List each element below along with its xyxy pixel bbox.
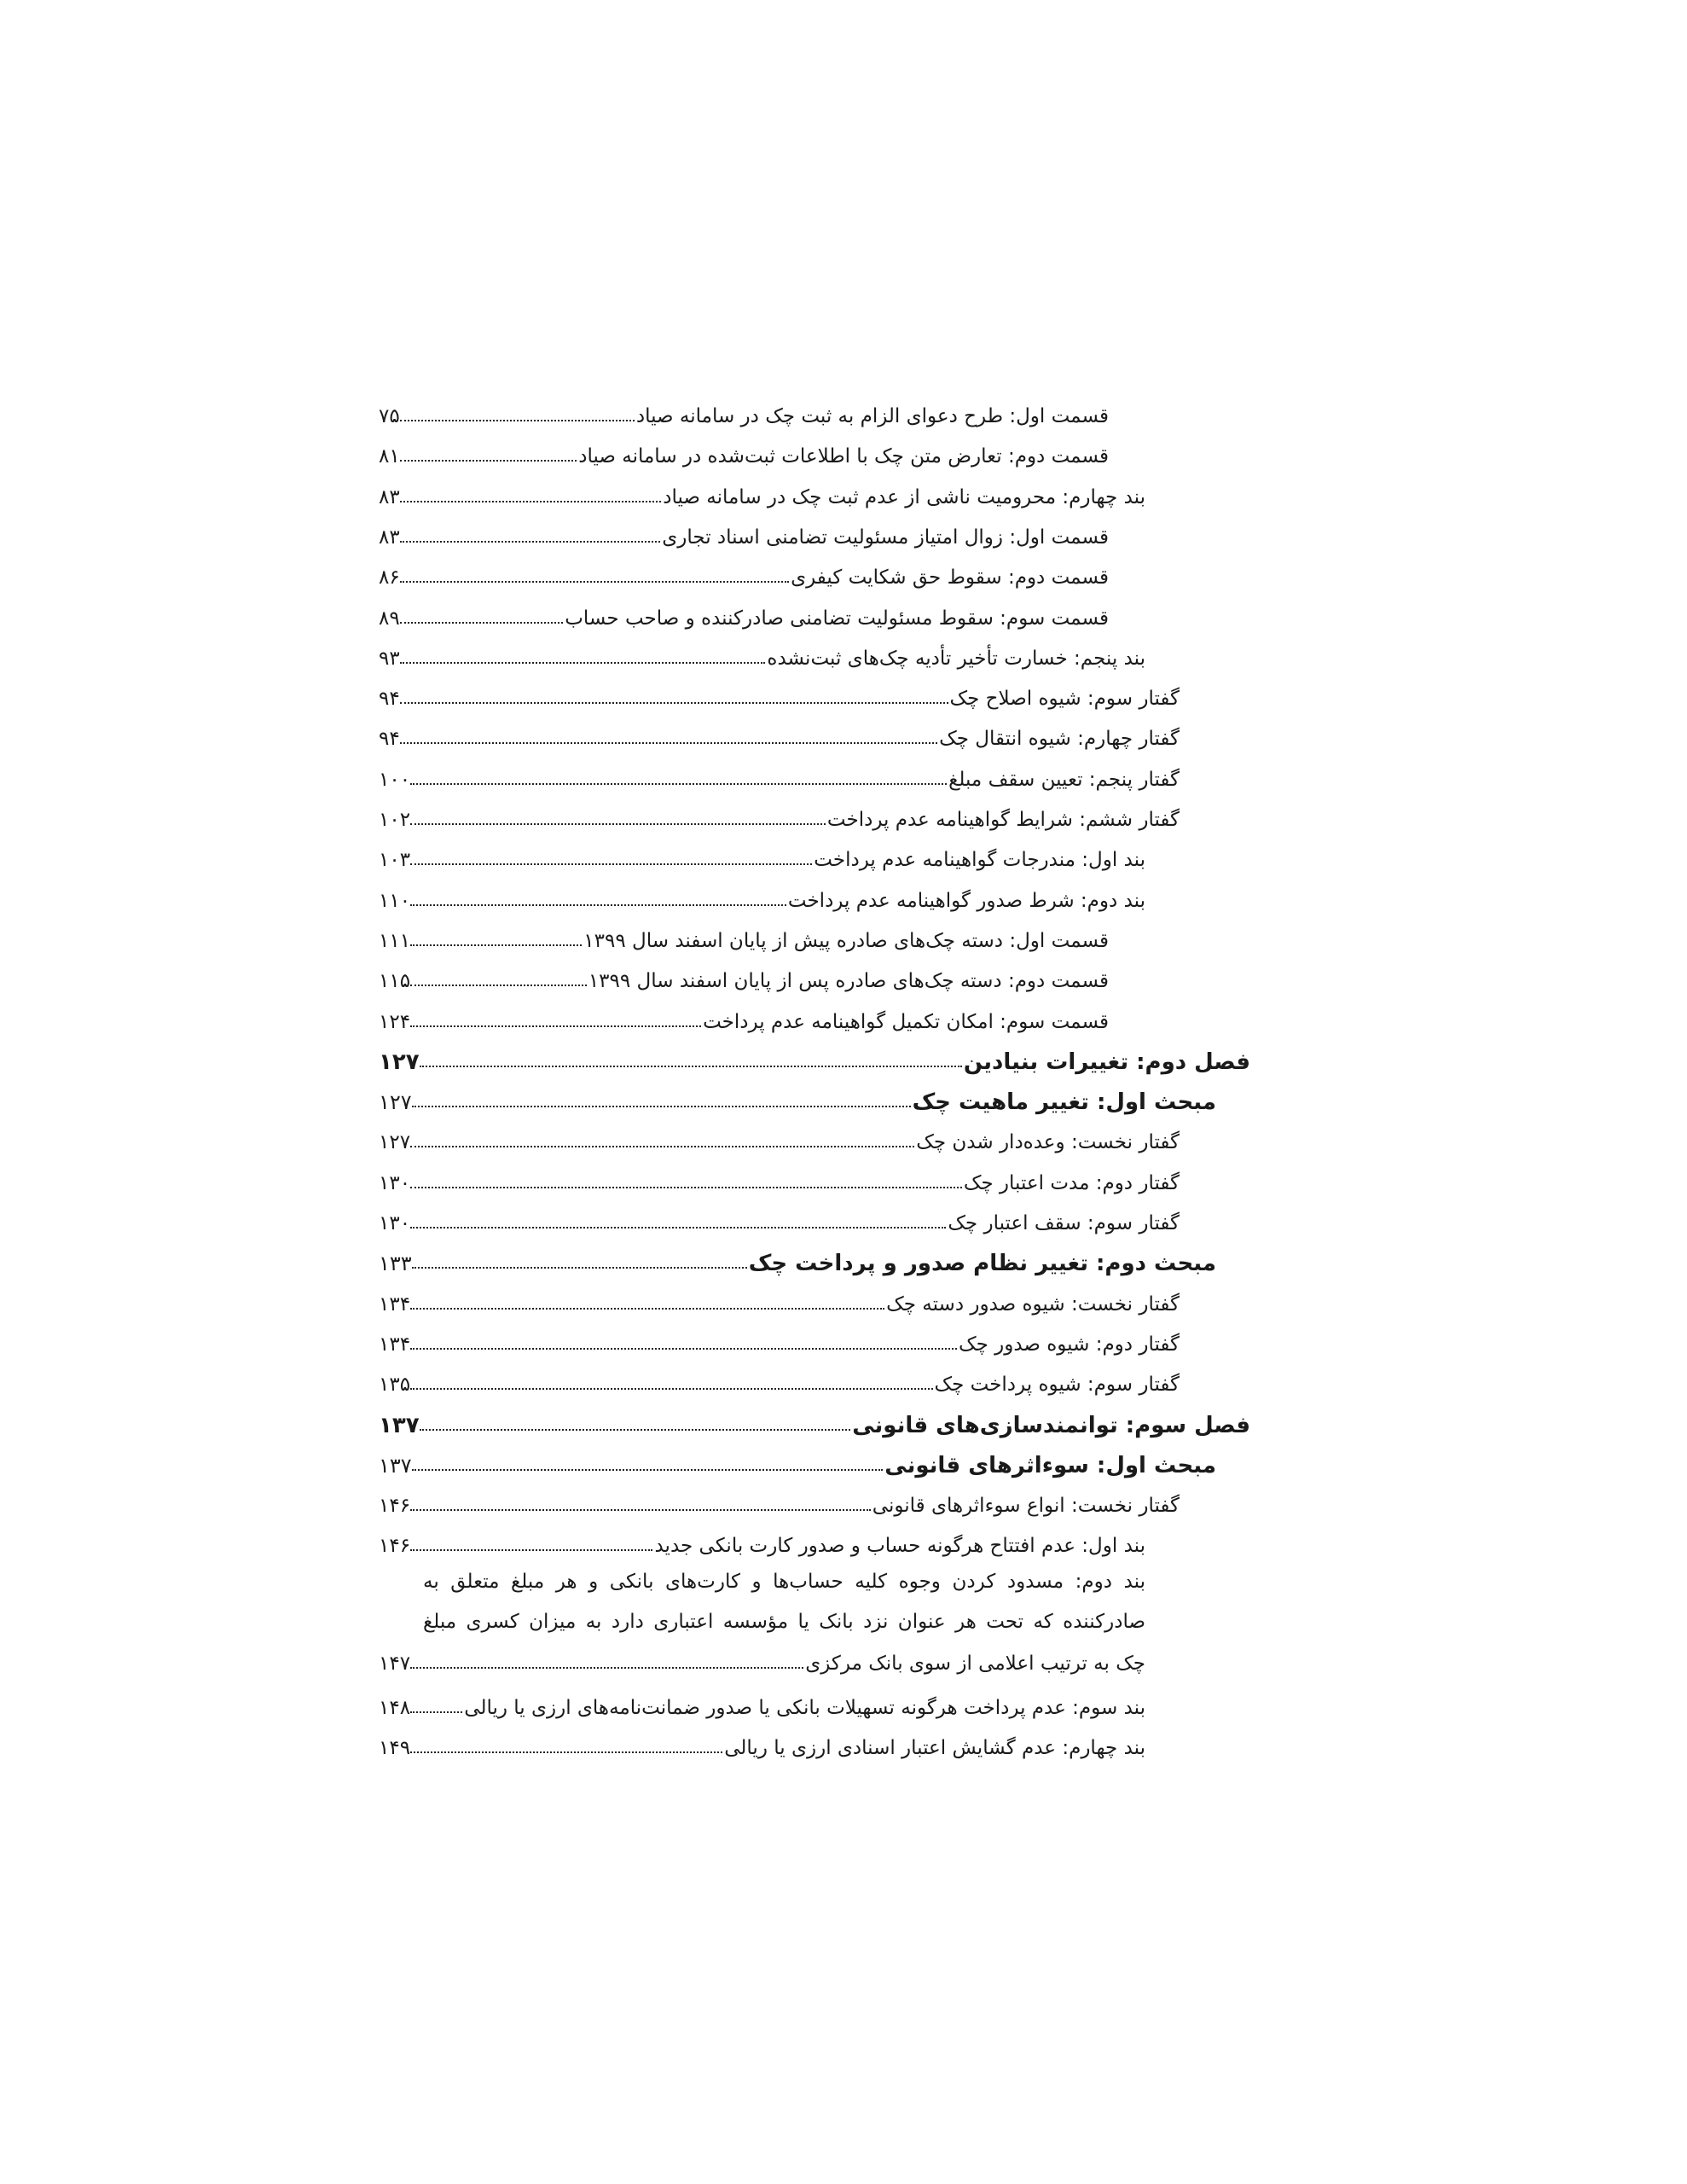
toc-page-number: ۹۴ [379, 688, 400, 711]
toc-leader-dots [410, 1388, 932, 1390]
toc-entry-title: فصل دوم: تغییرات بنیادین [963, 1048, 1250, 1075]
toc-entry [379, 509, 1109, 550]
toc-entry [379, 1680, 1145, 1721]
toc-entry [379, 1356, 1180, 1397]
toc-leader-dots [400, 662, 766, 664]
toc-page-number: ۸۳ [379, 526, 400, 549]
toc-page-number: ۱۳۵ [379, 1374, 411, 1397]
toc-page-number: ۱۳۴ [379, 1292, 411, 1316]
toc-leader-dots [412, 1267, 747, 1269]
toc-entry [379, 953, 1109, 994]
toc-entry [379, 630, 1145, 671]
toc-leader-dots [400, 541, 661, 543]
toc-entry [379, 1316, 1180, 1357]
toc-leader-dots [400, 460, 577, 462]
toc-page-number: ۱۲۴ [379, 1010, 411, 1033]
toc-entry-title: بند چهارم: محرومیت ناشی از عدم ثبت چک در سامانه صیاد [663, 485, 1145, 508]
toc-page-number: ۱۱۱ [379, 929, 411, 952]
toc-section [379, 1074, 1216, 1115]
toc-page-number: ۱۰۲ [379, 809, 411, 831]
toc-entry-title: گفتار نخست: شیوه صدور دسته چک [886, 1292, 1180, 1316]
toc-leader-dots [410, 1549, 652, 1551]
toc-entry [379, 590, 1109, 631]
toc-entry [379, 1114, 1180, 1155]
toc-entry-title: گفتار دوم: شیوه صدور چک [959, 1333, 1180, 1356]
toc-leader-dots [400, 622, 564, 624]
toc-entry-title: گفتار نخست: انواع سوءاثرهای قانونی [872, 1495, 1180, 1518]
toc-entry-title: بند دوم: شرط صدور گواهینامه عدم پرداخت [787, 889, 1145, 912]
toc-entry-title: گفتار ششم: شرایط گواهینامه عدم پرداخت [826, 809, 1180, 831]
toc-entry-title: قسمت دوم: تعارض متن چک با اطلاعات ثبت‌شده در سامانه صیاد [578, 445, 1109, 468]
toc-entry-title: قسمت اول: طرح دعوای الزام به ثبت چک در سامانه صیاد [635, 405, 1109, 427]
toc-entry-title: بند پنجم: خسارت تأخیر تأدیه چک‌های ثبت‌نشده [767, 647, 1145, 670]
toc-entry-title: گفتار نخست: وعده‌دار شدن چک [916, 1131, 1180, 1154]
toc-page-number: ۱۲۷ [379, 1090, 412, 1115]
toc-leader-dots [410, 823, 826, 825]
toc-entry-title: مبحث دوم: تغییر نظام صدور و پرداخت چک [748, 1251, 1216, 1277]
toc-page-number: ۸۹ [379, 607, 400, 630]
toc-entry-title: گفتار دوم: مدت اعتبار چک [963, 1171, 1180, 1194]
toc-page-number: ۱۱۰ [379, 889, 411, 912]
toc-leader-dots [410, 944, 582, 946]
toc-entry-title: قسمت دوم: دسته چک‌های صادره پس از پایان اسفند سال ۱۳۹۹ [588, 970, 1109, 993]
toc-leader-dots [410, 1308, 884, 1310]
toc-page-number: ۷۵ [379, 405, 400, 427]
toc-entry [379, 873, 1145, 914]
toc-leader-dots [410, 1667, 803, 1669]
toc-entry [379, 469, 1145, 510]
toc-leader-dots [410, 1146, 914, 1147]
toc-entry-title-line: چک به ترتیب اعلامی از سوی بانک مرکزی [805, 1653, 1145, 1676]
toc-leader-dots [410, 985, 587, 986]
toc-leader-dots [400, 742, 937, 744]
toc-leader-dots [400, 501, 662, 502]
toc-leader-dots [410, 1348, 957, 1350]
toc-section [379, 1235, 1216, 1276]
toc-entry-title: قسمت اول: زوال امتیاز مسئولیت تضامنی اسناد تجاری [662, 526, 1109, 549]
toc-entry-title: فصل سوم: توانمندسازی‌های قانونی [852, 1412, 1250, 1438]
toc-page-number: ۱۳۳ [379, 1252, 412, 1276]
toc-leader-dots [410, 904, 786, 906]
toc-page-number: ۱۴۷ [379, 1653, 411, 1676]
toc-entry-title: بند اول: مندرجات گواهینامه عدم پرداخت [814, 849, 1145, 872]
toc-entry [379, 913, 1109, 954]
toc-entry-title: قسمت سوم: امکان تکمیل گواهینامه عدم پرداخت [703, 1010, 1109, 1033]
toc-entry-title: گفتار سوم: شیوه پرداخت چک [934, 1374, 1180, 1397]
toc-leader-dots [400, 420, 635, 421]
toc-leader-dots [420, 1429, 851, 1431]
toc-entry-title-line: صادرکننده که تحت هر عنوان نزد بانک یا مؤسسه اعتباری دارد به میزان کسری مبلغ [423, 1610, 1145, 1633]
toc-entry [379, 671, 1180, 712]
toc-leader-dots [420, 1066, 962, 1067]
toc-page-number: ۹۳ [379, 647, 400, 670]
toc-page-number: ۱۴۹ [379, 1736, 411, 1759]
toc-page-number: ۱۲۷ [379, 1048, 420, 1075]
toc-entry [379, 1478, 1180, 1519]
toc-page-number: ۸۳ [379, 485, 400, 508]
toc-leader-dots [410, 1227, 946, 1228]
toc-page-number: ۱۰۰ [379, 768, 411, 791]
toc-page-number: ۱۴۸ [379, 1696, 411, 1719]
toc-entry-title: قسمت اول: دسته چک‌های صادره پیش از پایان اسفند سال ۱۳۹۹ [583, 929, 1109, 952]
toc-entry [379, 711, 1180, 752]
toc-page-number: ۱۴۶ [379, 1495, 411, 1518]
toc-leader-dots [400, 581, 789, 583]
toc-entry [379, 792, 1180, 833]
toc-page-number: ۱۲۷ [379, 1131, 411, 1154]
toc-page-number: ۸۶ [379, 566, 400, 590]
toc-page-number: ۱۳۰ [379, 1171, 411, 1194]
toc-page-number: ۸۱ [379, 445, 400, 468]
toc-entry-title: بند سوم: عدم پرداخت هرگونه تسهیلات بانکی یا صدور ضمانت‌نامه‌های ارزی یا ریالی [464, 1696, 1145, 1719]
toc-entry-title: گفتار سوم: سقف اعتبار چک [948, 1212, 1180, 1234]
toc-entry [379, 994, 1109, 1035]
toc-entry [379, 1276, 1180, 1317]
toc-page-number: ۱۱۵ [379, 970, 411, 993]
toc-entry-title: گفتار چهارم: شیوه انتقال چک [939, 728, 1180, 751]
toc-leader-dots [410, 863, 812, 865]
toc-page-number: ۱۰۳ [379, 849, 411, 872]
toc-leader-dots [412, 1469, 884, 1471]
toc-entry [379, 1559, 1145, 1680]
toc-entry [379, 832, 1145, 873]
toc-chapter [379, 1397, 1250, 1438]
toc-entry [379, 1518, 1145, 1559]
toc-leader-dots [410, 1187, 962, 1188]
toc-entry [379, 1155, 1180, 1196]
toc-page-number: ۱۳۰ [379, 1212, 411, 1234]
toc-entry-title: گفتار سوم: شیوه اصلاح چک [949, 688, 1180, 711]
toc-entry-title: بند اول: عدم افتتاح هرگونه حساب و صدور کارت بانکی جدید [654, 1535, 1145, 1558]
toc-leader-dots [412, 1106, 911, 1107]
toc-page-number: ۱۴۶ [379, 1535, 411, 1558]
toc-leader-dots [410, 1751, 722, 1753]
toc-leader-dots [410, 1711, 462, 1713]
toc-entry [379, 752, 1180, 793]
toc-entry-title: مبحث اول: سوءاثرهای قانونی [884, 1452, 1216, 1478]
toc-page-number: ۱۳۴ [379, 1333, 411, 1356]
toc-entry [379, 1720, 1145, 1761]
toc-chapter [379, 1034, 1250, 1075]
toc-entry [379, 428, 1109, 469]
toc-section [379, 1438, 1216, 1478]
toc-entry-title: قسمت سوم: سقوط مسئولیت تضامنی صادرکننده و صاحب حساب [565, 607, 1109, 630]
toc-entry-title: گفتار پنجم: تعیین سقف مبلغ [948, 768, 1180, 791]
toc-leader-dots [410, 783, 947, 785]
toc-entry [379, 388, 1109, 429]
toc-leader-dots [410, 1025, 701, 1027]
toc-entry-title: بند چهارم: عدم گشایش اعتبار اسنادی ارزی یا ریالی [724, 1736, 1145, 1759]
toc-entry [379, 1195, 1180, 1236]
toc-entry-title: مبحث اول: تغییر ماهیت چک [912, 1089, 1216, 1116]
toc-leader-dots [410, 1509, 871, 1511]
toc-page-number: ۹۴ [379, 728, 400, 751]
toc-page-number: ۱۳۷ [379, 1412, 420, 1438]
toc-entry-title: قسمت دوم: سقوط حق شکایت کیفری [791, 566, 1109, 590]
toc-leader-dots [400, 702, 948, 704]
toc-entry [379, 549, 1109, 590]
toc-page-number: ۱۳۷ [379, 1453, 412, 1478]
toc-entry-title-line: بند دوم: مسدود کردن وجوه کلیه حساب‌ها و کارت‌های بانکی و هر مبلغ متعلق به [423, 1570, 1145, 1593]
